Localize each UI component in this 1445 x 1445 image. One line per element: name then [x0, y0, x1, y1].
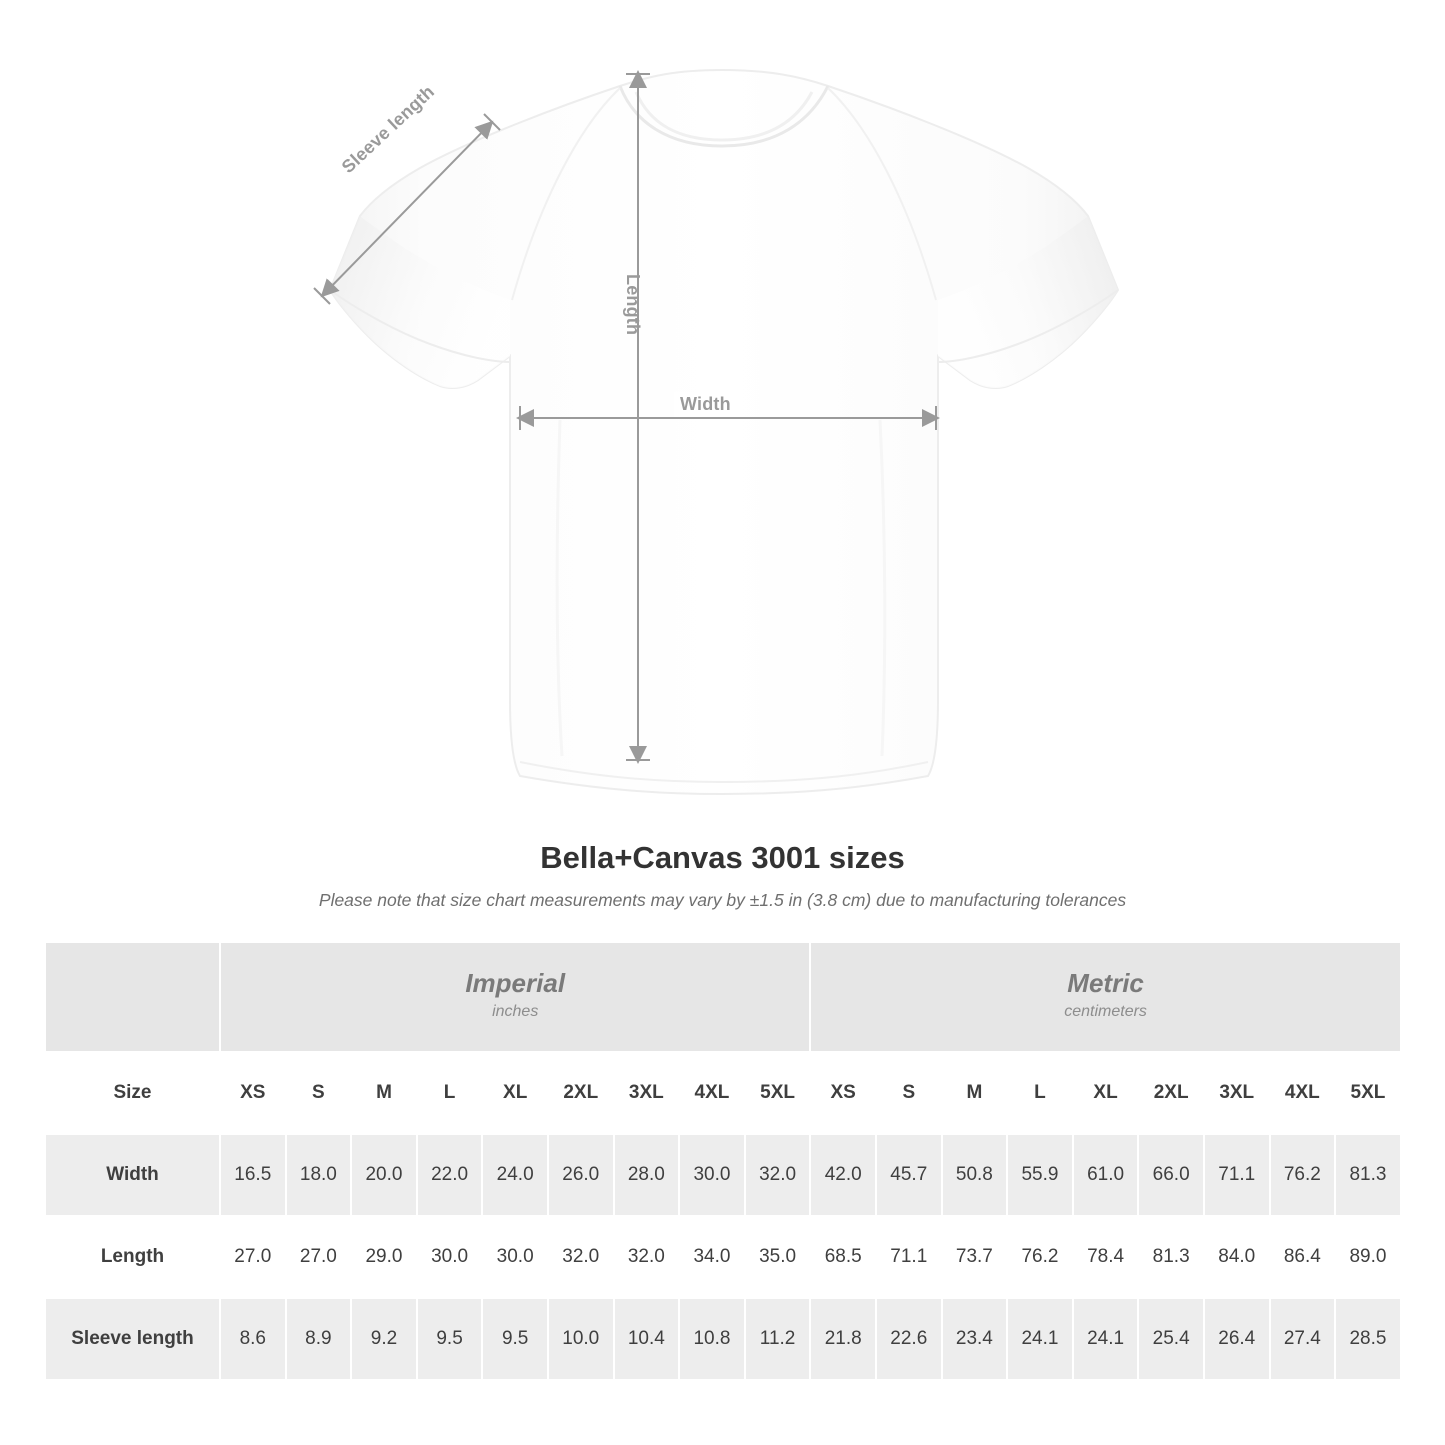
table-cell: 16.5 — [220, 1134, 286, 1216]
table-cell: 25.4 — [1138, 1298, 1204, 1380]
size-header-cell: M — [351, 1052, 417, 1134]
size-header-row — [45, 1052, 1401, 1134]
table-cell: 8.6 — [220, 1298, 286, 1380]
size-row-label: Size — [45, 1052, 220, 1134]
table-cell: 18.0 — [286, 1134, 352, 1216]
table-cell: 24.1 — [1007, 1298, 1073, 1380]
table-cell: 27.0 — [286, 1216, 352, 1298]
size-table-wrapper — [44, 941, 1401, 1381]
row-label-sleeve-length: Sleeve length — [45, 1298, 220, 1380]
table-cell: 27.0 — [220, 1216, 286, 1298]
table-cell: 28.0 — [614, 1134, 680, 1216]
table-cell: 50.8 — [942, 1134, 1008, 1216]
table-cell: 26.4 — [1204, 1298, 1270, 1380]
table-cell: 10.8 — [679, 1298, 745, 1380]
width-dimension-label: Width — [674, 392, 737, 417]
table-cell: 42.0 — [810, 1134, 876, 1216]
unit-group-imperial — [220, 942, 810, 1052]
size-header-cell: 4XL — [679, 1052, 745, 1134]
size-table — [44, 941, 1402, 1381]
size-header-cell: 5XL — [745, 1052, 811, 1134]
size-header-cell: 5XL — [1335, 1052, 1401, 1134]
row-label-width: Width — [45, 1134, 220, 1216]
table-cell: 76.2 — [1270, 1134, 1336, 1216]
size-header-cell: 4XL — [1270, 1052, 1336, 1134]
table-cell: 29.0 — [351, 1216, 417, 1298]
size-header-cell: 3XL — [614, 1052, 680, 1134]
size-header-cell: 2XL — [548, 1052, 614, 1134]
table-cell: 11.2 — [745, 1298, 811, 1380]
table-cell: 86.4 — [1270, 1216, 1336, 1298]
imperial-unit-label: inches — [492, 1003, 539, 1021]
size-header-cell: S — [876, 1052, 942, 1134]
table-cell: 71.1 — [1204, 1134, 1270, 1216]
table-cell: 81.3 — [1335, 1134, 1401, 1216]
length-dimension-label: Length — [623, 274, 643, 336]
table-cell: 30.0 — [679, 1134, 745, 1216]
table-cell: 32.0 — [614, 1216, 680, 1298]
table-cell: 76.2 — [1007, 1216, 1073, 1298]
size-header-cell: 2XL — [1138, 1052, 1204, 1134]
title-block — [0, 840, 1445, 911]
table-cell: 84.0 — [1204, 1216, 1270, 1298]
table-cell: 9.5 — [482, 1298, 548, 1380]
size-header-cell: XS — [810, 1052, 876, 1134]
table-cell: 32.0 — [745, 1134, 811, 1216]
table-cell: 22.6 — [876, 1298, 942, 1380]
table-cell: 61.0 — [1073, 1134, 1139, 1216]
metric-unit-label: centimeters — [1064, 1003, 1147, 1021]
table-cell: 34.0 — [679, 1216, 745, 1298]
table-cell: 35.0 — [745, 1216, 811, 1298]
size-header-cell: 3XL — [1204, 1052, 1270, 1134]
size-header-cell: L — [1007, 1052, 1073, 1134]
table-cell: 9.2 — [351, 1298, 417, 1380]
imperial-system-label: Imperial — [465, 968, 566, 999]
table-cell: 30.0 — [417, 1216, 483, 1298]
table-cell: 24.1 — [1073, 1298, 1139, 1380]
table-cell: 9.5 — [417, 1298, 483, 1380]
table-cell: 55.9 — [1007, 1134, 1073, 1216]
row-label-length: Length — [45, 1216, 220, 1298]
size-header-cell: XL — [482, 1052, 548, 1134]
table-cell: 89.0 — [1335, 1216, 1401, 1298]
table-cell: 78.4 — [1073, 1216, 1139, 1298]
size-header-cell: S — [286, 1052, 352, 1134]
page-title: Bella+Canvas 3001 sizes — [540, 840, 905, 875]
tolerance-note: Please note that size chart measurements may vary by ±1.5 in (3.8 cm) due to manufacturing tolerances — [318, 890, 1127, 910]
unit-group-metric — [810, 942, 1400, 1052]
table-cell: 10.4 — [614, 1298, 680, 1380]
unit-header-spacer — [45, 942, 220, 1052]
size-header-cell: XL — [1073, 1052, 1139, 1134]
table-cell: 28.5 — [1335, 1298, 1401, 1380]
table-cell: 81.3 — [1138, 1216, 1204, 1298]
table-cell: 10.0 — [548, 1298, 614, 1380]
metric-system-label: Metric — [1067, 968, 1144, 999]
table-cell: 66.0 — [1138, 1134, 1204, 1216]
unit-system-header-row — [45, 942, 1401, 1052]
table-row — [45, 1134, 1401, 1216]
table-cell: 68.5 — [810, 1216, 876, 1298]
table-cell: 23.4 — [942, 1298, 1008, 1380]
table-cell: 30.0 — [482, 1216, 548, 1298]
table-cell: 24.0 — [482, 1134, 548, 1216]
table-cell: 26.0 — [548, 1134, 614, 1216]
table-cell: 45.7 — [876, 1134, 942, 1216]
table-cell: 27.4 — [1270, 1298, 1336, 1380]
table-cell: 21.8 — [810, 1298, 876, 1380]
size-header-cell: L — [417, 1052, 483, 1134]
table-cell: 71.1 — [876, 1216, 942, 1298]
size-header-cell: XS — [220, 1052, 286, 1134]
table-cell: 73.7 — [942, 1216, 1008, 1298]
sleeve-length-dimension-label: Sleeve length — [337, 81, 439, 177]
table-cell: 8.9 — [286, 1298, 352, 1380]
table-row — [45, 1216, 1401, 1298]
table-cell: 20.0 — [351, 1134, 417, 1216]
table-row — [45, 1298, 1401, 1380]
table-cell: 32.0 — [548, 1216, 614, 1298]
table-cell: 22.0 — [417, 1134, 483, 1216]
size-header-cell: M — [942, 1052, 1008, 1134]
